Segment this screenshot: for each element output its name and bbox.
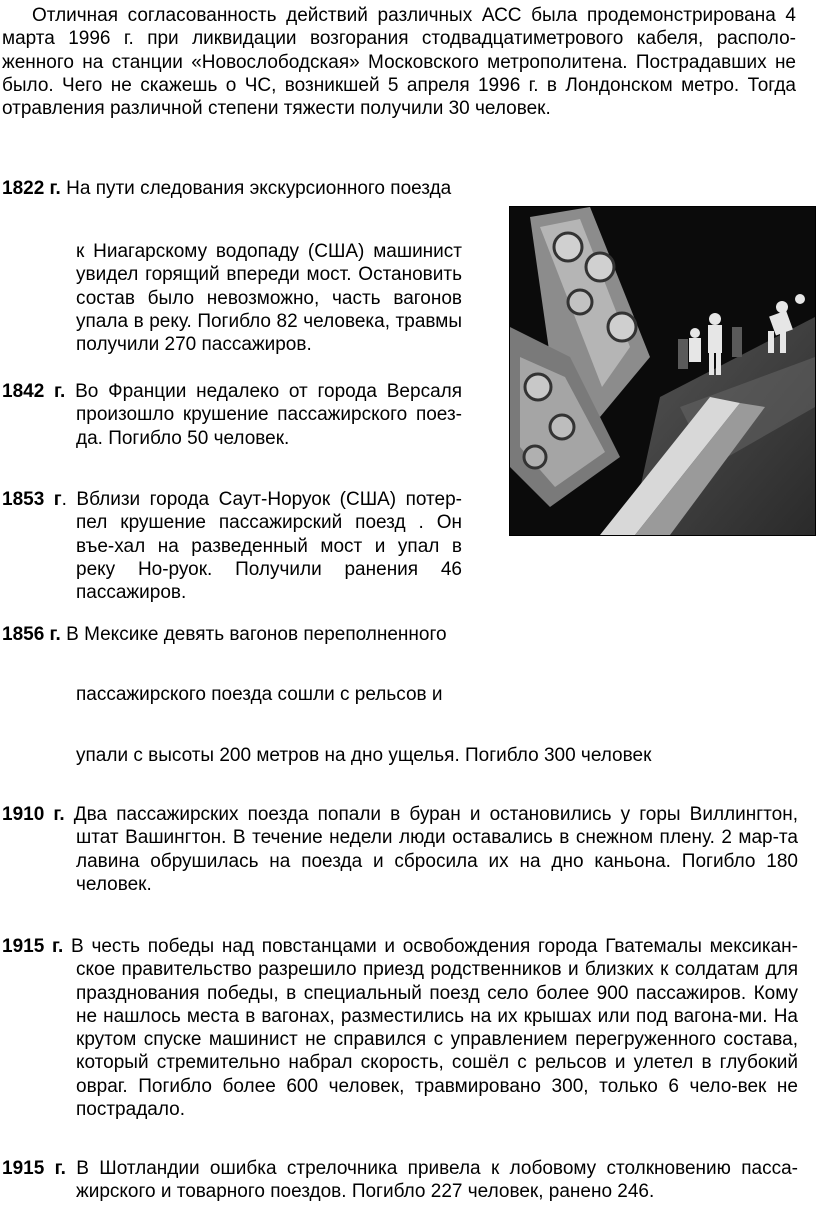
entry-year: 1910 г. (2, 804, 65, 825)
entry-text: Во Франции недалеко от города Версаля произошло крушение пассажирского поез-да. Погибло 50 человек. (75, 381, 463, 449)
entry-first-line: На пути следования экскурсионного поезда (66, 178, 452, 199)
entry-year: 1915 г. (2, 1158, 66, 1179)
intro-paragraph (2, 4, 796, 120)
entry-1822 (2, 177, 502, 200)
entry-year: 1915 г. (2, 936, 64, 957)
entry-text: В Шотландии ошибка стрелочника привела к лобовому столкновению пасса-жирского и товарного поездов. Погибло 227 человек, ранено 246. (76, 1158, 798, 1203)
entry-1856-line2 (76, 683, 716, 706)
entry-year: 1856 г. (2, 624, 61, 645)
entry-1856 (2, 623, 702, 646)
train-wreck-photo (509, 206, 816, 536)
entry-line-2: пассажирского поезда сошли с рельсов и (76, 684, 443, 705)
intro-text: Отличная согласованность действий различных АСС была продемонстрирована 4 марта 1996 г. при ликвидации возгорания стодвадцатиметрового кабеля, располо-женного на станции «Новослободская» Московского метрополитена. Пострадавших не было. Чего не скажешь о ЧС, возникшей 5 апреля 1996 г. в Лондонском метро. Тогда отравления различной степени тяжести получили 30 человек. (2, 5, 796, 120)
entry-1910 (2, 803, 798, 896)
entry-text: В честь победы над повстанцами и освобождения города Гватемалы мексикан-ское правительство разрешило приезд родственников и близких к солдатам для празднования победы, в специальный поезд село более 900 пассажиров. Кому не нашлось места в вагонах, разместились на их крышах или под вагона-ми. На крутом спуске машинист не справился с управлением перегруженного состава, который стремительно набрал скорость, сошёл с рельсов и улетел в глубокий овраг. Погибло более 600 человек, травмировано 300, только 6 чело-век не пострадало. (71, 936, 799, 1121)
entry-1842 (2, 380, 462, 450)
entry-1915-scotland (2, 1157, 798, 1204)
entry-text: Два пассажирских поезда попали в буран и остановились у горы Виллингтон, штат Вашингтон. В течение недели люди оставались в снежном плену. 2 мар-та лавина обрушилась на поезда и сбросила их на дно каньона. Погибло 180 человек. (73, 804, 799, 895)
entry-text: . Вблизи города Саут-Норуок (США) потер-пел крушение пассажирский поезд . Он въе-хал на разведенный мост и упал в реку Но-руок. Получили ранения 46 пассажиров. (61, 489, 462, 604)
entry-1853 (2, 488, 462, 604)
entry-line-3: упали с высоты 200 метров на дно ущелья. Погибло 300 человек (76, 745, 652, 766)
entry-1856-line3 (76, 744, 776, 767)
entry-year: 1822 г. (2, 178, 61, 199)
entry-1915-guatemala (2, 935, 798, 1121)
entry-year: 1842 г. (2, 381, 66, 402)
entry-line-1: В Мексике девять вагонов переполненного (66, 624, 447, 645)
entry-text: к Ниагарскому водопаду (США) машинист увидел горящий впереди мост. Остановить состав было невозможно, часть вагонов упала в реку. Погибло 82 человека, травмы получили 270 пассажиров. (76, 241, 462, 356)
entry-1822-body (76, 240, 462, 356)
train-wreck-image (510, 207, 815, 535)
entry-year: 1853 г (2, 489, 62, 510)
